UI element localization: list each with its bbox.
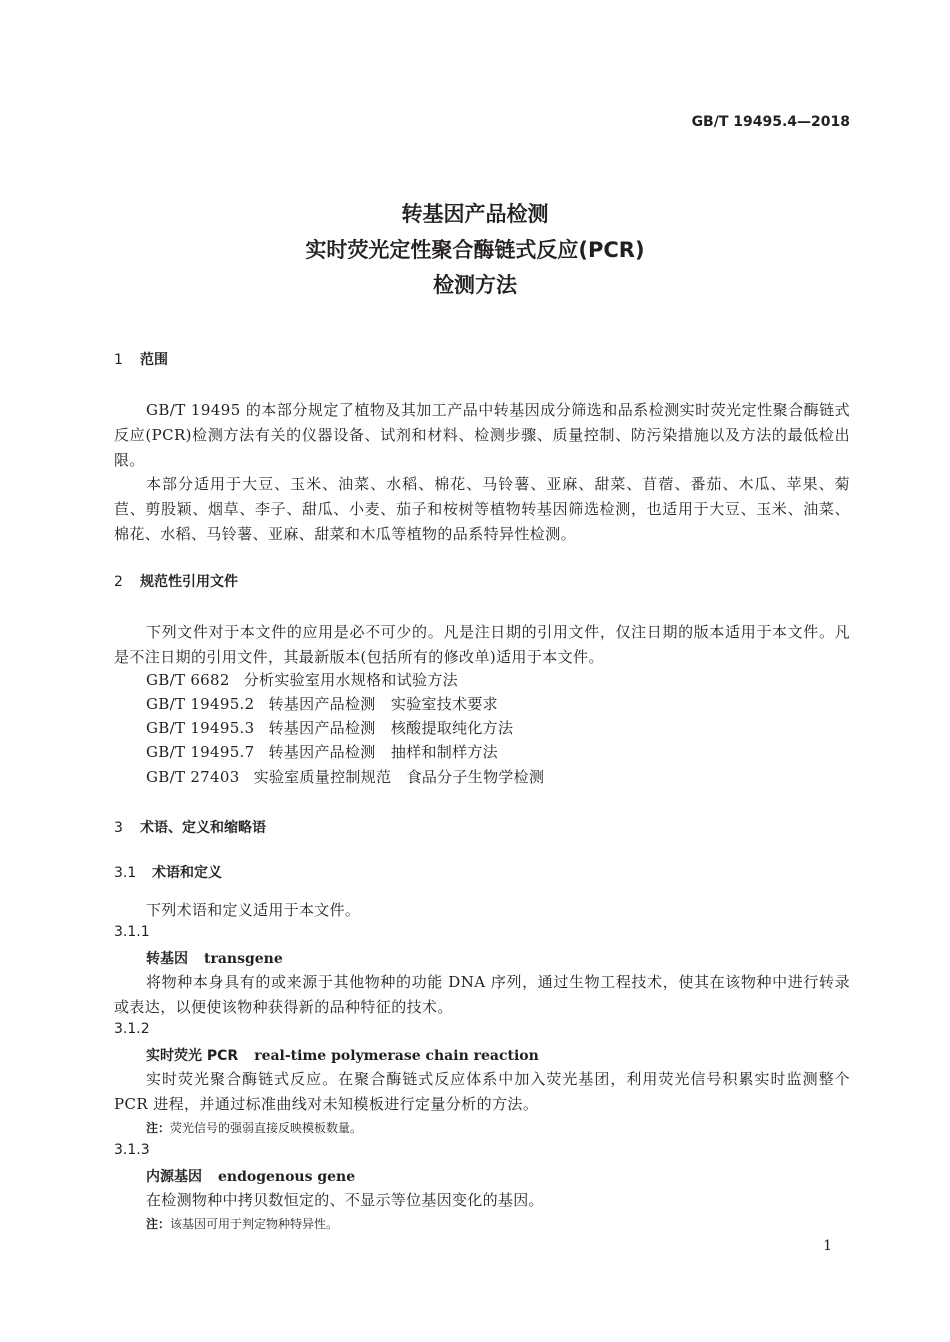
reference-title: 转基因产品检测 实验室技术要求 <box>268 695 498 713</box>
section-title: 术语、定义和缩略语 <box>140 820 266 836</box>
doc-title-line-2: 实时荧光定性聚合酶链式反应(PCR) <box>305 238 645 262</box>
reference-code: GB/T 27403 <box>146 768 240 786</box>
reference-item <box>146 766 544 787</box>
reference-title: 实验室质量控制规范 食品分子生物学检测 <box>253 768 545 786</box>
section-title: 规范性引用文件 <box>140 574 238 590</box>
reference-code: GB/T 19495.3 <box>146 719 255 737</box>
term-english: real-time polymerase chain reaction <box>254 1048 539 1064</box>
doc-title-line-3: 检测方法 <box>433 273 517 297</box>
subsection-3-1-heading <box>114 862 222 882</box>
doc-title-line-1: 转基因产品检测 <box>401 202 549 226</box>
reference-code: GB/T 19495.2 <box>146 695 255 713</box>
note-text: 该基因可用于判定物种特异性。 <box>170 1217 339 1231</box>
standard-code: GB/T 19495.4—2018 <box>691 114 850 130</box>
reference-code: GB/T 19495.7 <box>146 743 255 761</box>
term-chinese: 内源基因 <box>146 1169 202 1185</box>
subsection-title: 术语和定义 <box>152 865 222 881</box>
reference-item <box>146 741 498 762</box>
term-definition: 将物种本身具有的或来源于其他物种的功能 DNA 序列，通过生物工程技术，使其在该物种中进行转录或表达，以便使该物种获得新的品种特征的技术。 <box>114 973 850 1016</box>
section-number: 1 <box>114 352 123 368</box>
section-2-heading <box>114 571 238 591</box>
subsection-3-1-intro: 下列术语和定义适用于本文件。 <box>146 901 361 919</box>
note-label: 注： <box>146 1121 171 1135</box>
section-1-paragraph-2: 本部分适用于大豆、玉米、油菜、水稻、棉花、马铃薯、亚麻、甜菜、苜蓿、番茄、木瓜、苹果、菊苣、剪股颖、烟草、李子、甜瓜、小麦、茄子和桉树等植物转基因筛选检测，也适用于大豆、玉米、油菜、棉花、水稻、马铃薯、亚麻、甜菜和木瓜等植物的品系特异性检测。 <box>114 475 850 543</box>
term-number: 3.1.2 <box>114 1021 150 1037</box>
term-definition: 在检测物种中拷贝数恒定的、不显示等位基因变化的基因。 <box>146 1191 544 1209</box>
reference-item <box>146 693 498 714</box>
term-number: 3.1.1 <box>114 924 150 940</box>
term-chinese: 转基因 <box>146 951 188 967</box>
reference-code: GB/T 6682 <box>146 671 230 689</box>
term-definition: 实时荧光聚合酶链式反应。在聚合酶链式反应体系中加入荧光基团，利用荧光信号积累实时监测整个 PCR 进程，并通过标准曲线对未知模板进行定量分析的方法。 <box>114 1070 850 1113</box>
term-english: transgene <box>204 951 283 967</box>
section-1-heading <box>114 349 168 369</box>
reference-item <box>146 669 458 690</box>
section-1-paragraph-1: GB/T 19495 的本部分规定了植物及其加工产品中转基因成分筛选和品系检测实时荧光定性聚合酶链式反应(PCR)检测方法有关的仪器设备、试剂和材料、检测步骤、质量控制、防污染措施以及方法的最低检出限。 <box>114 401 850 469</box>
section-title: 范围 <box>140 352 168 368</box>
term-note <box>146 1215 338 1232</box>
term-heading <box>146 1166 355 1186</box>
term-heading <box>146 1045 539 1065</box>
term-heading <box>146 948 283 968</box>
term-english: endogenous gene <box>218 1169 356 1185</box>
reference-title: 转基因产品检测 抽样和制样方法 <box>268 743 498 761</box>
page-number: 1 <box>823 1238 832 1254</box>
section-3-heading <box>114 817 266 837</box>
subsection-number: 3.1 <box>114 865 137 881</box>
reference-item <box>146 717 513 738</box>
note-text: 荧光信号的强弱直接反映模板数量。 <box>170 1121 363 1135</box>
section-2-intro: 下列文件对于本文件的应用是必不可少的。凡是注日期的引用文件，仅注日期的版本适用于本文件。凡是不注日期的引用文件，其最新版本(包括所有的修改单)适用于本文件。 <box>114 623 850 666</box>
section-number: 3 <box>114 820 123 836</box>
term-note <box>146 1119 362 1136</box>
reference-title: 转基因产品检测 核酸提取纯化方法 <box>268 719 514 737</box>
term-chinese: 实时荧光 PCR <box>146 1048 239 1064</box>
reference-title: 分析实验室用水规格和试验方法 <box>243 671 458 689</box>
note-label: 注： <box>146 1217 171 1231</box>
term-number: 3.1.3 <box>114 1142 150 1158</box>
section-number: 2 <box>114 574 123 590</box>
